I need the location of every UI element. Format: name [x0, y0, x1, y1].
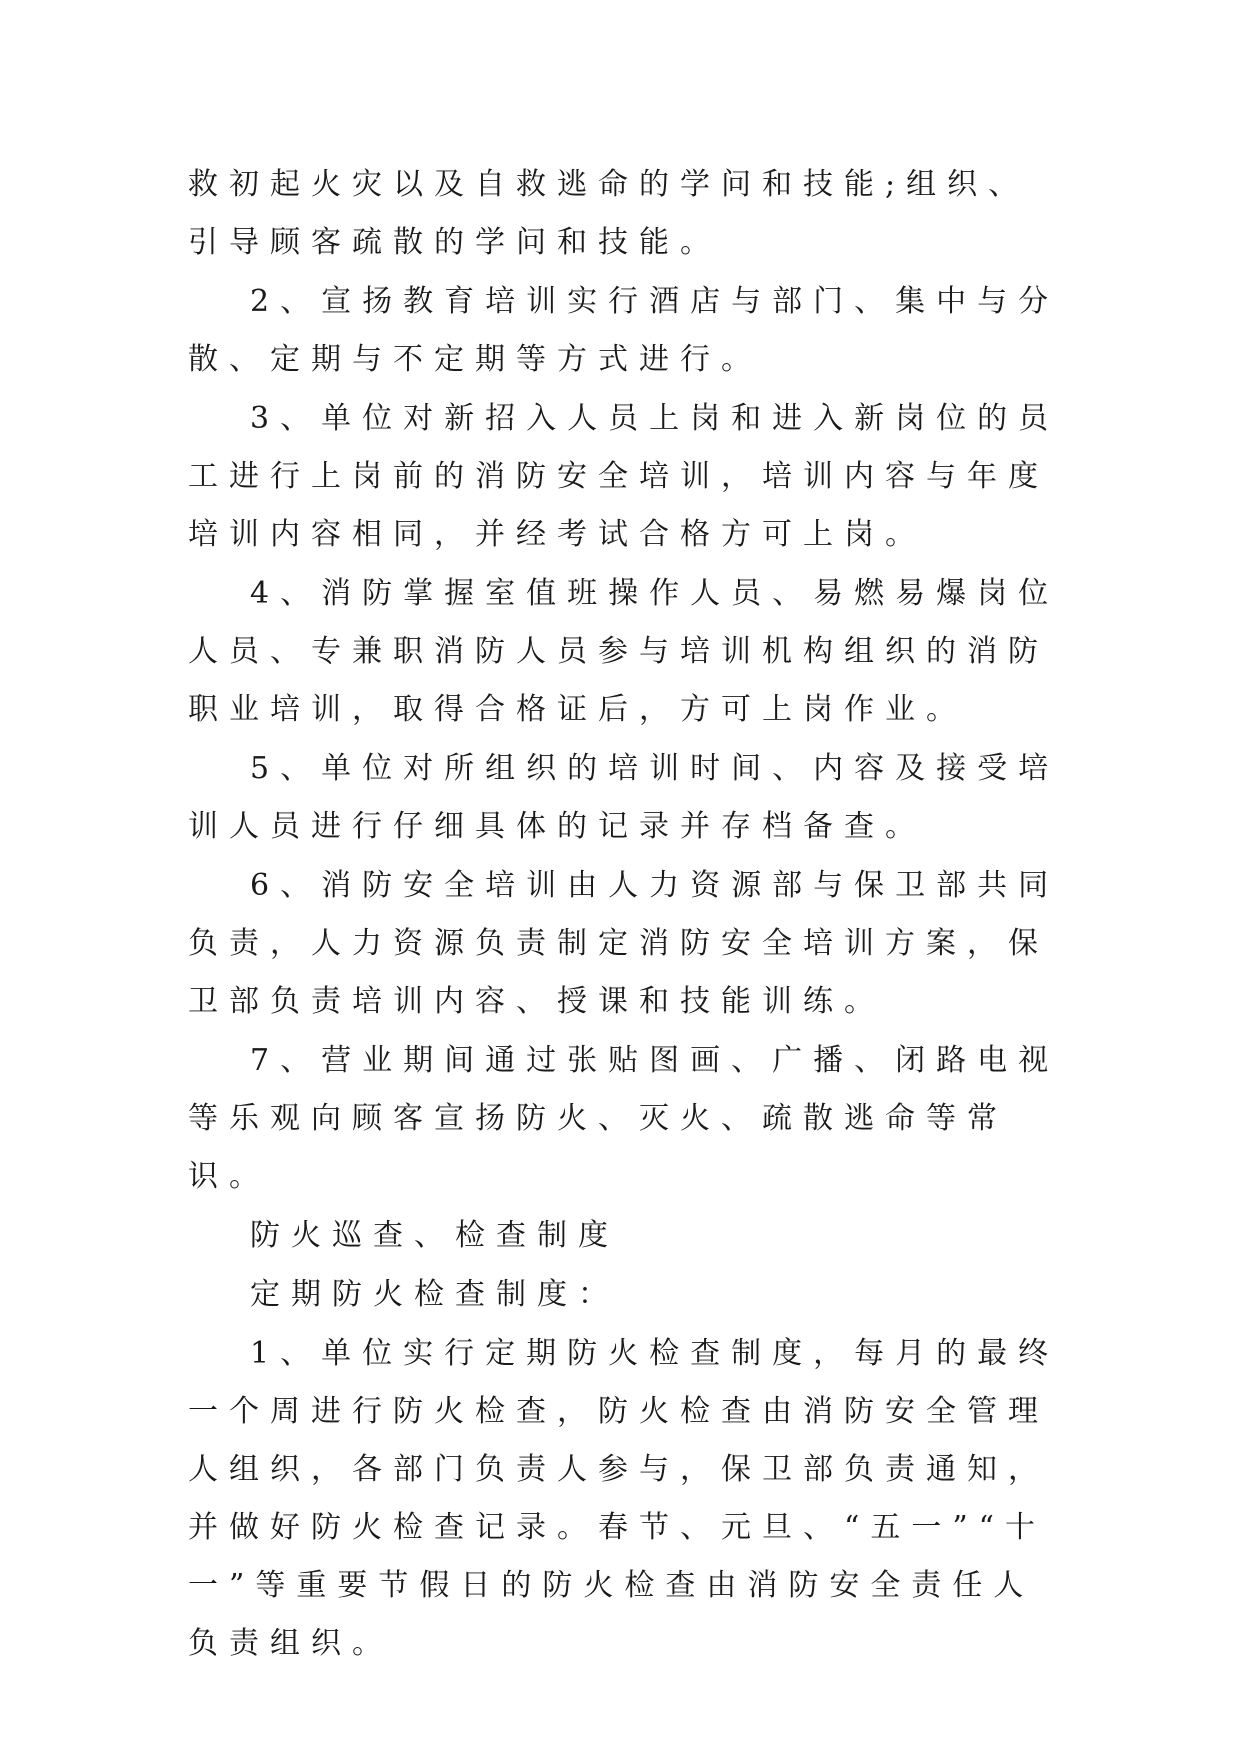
paragraph-item-5: 5、单位对所组织的培训时间、内容及接受培训人员进行仔细具体的记录并存档备查。 — [188, 751, 1060, 844]
paragraph-item-6: 6、消防安全培训由人力资源部与保卫部共同负责，人力资源负责制定消防安全培训方案，保卫部负责培训内容、授课和技能训练。 — [188, 868, 1060, 1019]
subsection-heading: 定期防火检查制度： — [250, 1277, 619, 1312]
paragraph-item-3: 3、单位对新招入人员上岗和进入新岗位的员工进行上岗前的消防安全培训，培训内容与年度培训内容相同，并经考试合格方可上岗。 — [188, 401, 1060, 552]
document-body — [188, 156, 1068, 1673]
section-heading: 防火巡查、检查制度 — [250, 1218, 619, 1253]
paragraph-item-2: 2、宣扬教育培训实行酒店与部门、集中与分散、定期与不定期等方式进行。 — [188, 284, 1060, 377]
paragraph-item-7: 7、营业期间通过张贴图画、广播、闭路电视等乐观向顾客宣扬防火、灭火、疏散逃命等常识。 — [188, 1043, 1060, 1194]
paragraph-check-item-1: 1、单位实行定期防火检查制度，每月的最终一个周进行防火检查，防火检查由消防安全管理人组织，各部门负责人参与，保卫部负责通知，并做好防火检查记录。春节、元旦、“五一”“十一”等重要节假日的防火检查由消防安全责任人负责组织。 — [188, 1336, 1060, 1661]
paragraph-continuation: 救初起火灾以及自救逃命的学问和技能;组织、引导顾客疏散的学问和技能。 — [188, 167, 1030, 260]
paragraph-item-4: 4、消防掌握室值班操作人员、易燃易爆岗位人员、专兼职消防人员参与培训机构组织的消防职业培训，取得合格证后，方可上岗作业。 — [188, 576, 1060, 727]
